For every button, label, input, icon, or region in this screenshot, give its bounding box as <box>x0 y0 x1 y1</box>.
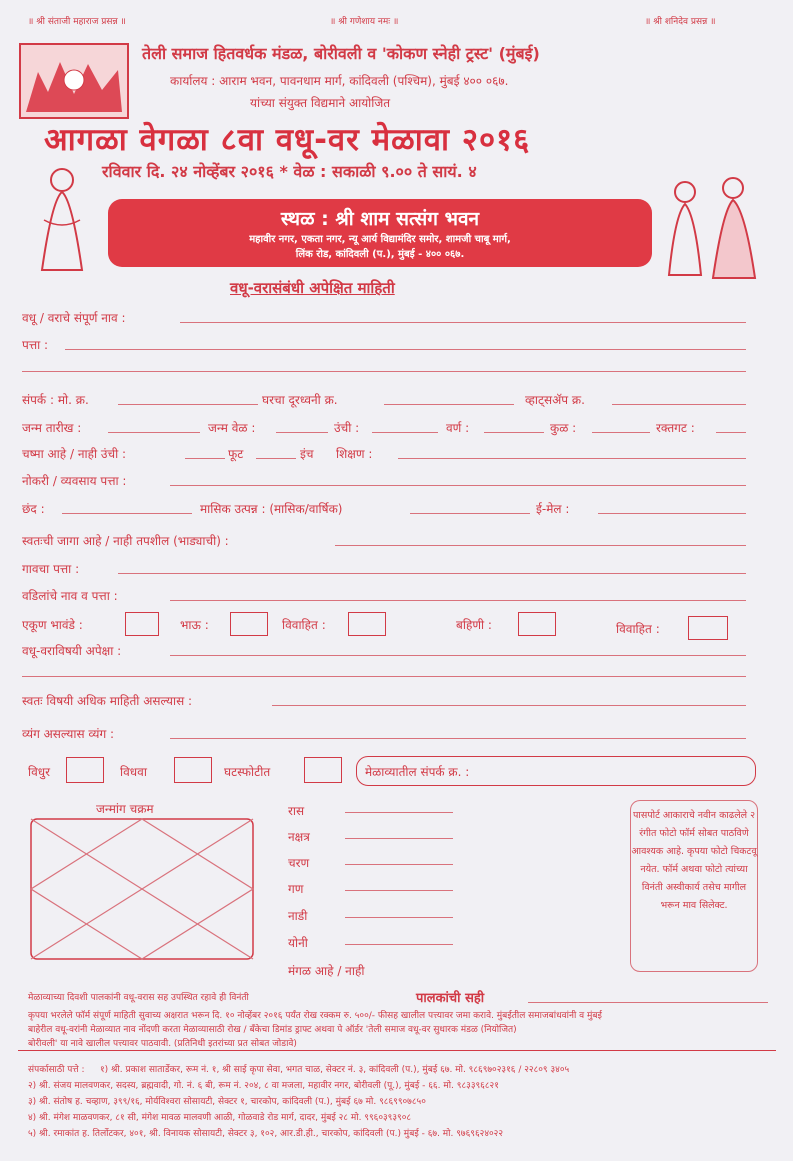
rashi-label: रास <box>288 804 305 818</box>
expectation-field-line2[interactable] <box>22 676 746 677</box>
widower-label: विधुर <box>28 765 51 779</box>
instructions-line1: कृपया भरलेले फॉर्म संपूर्ण माहिती सुवाच्य अक्षरात भरून दि. १० नोव्हेंबर २०१६ पर्यंत रोख रक्कम रु. ५००/- फीसह खालील पत्त्यावर जमा करावे. मुंबईतील समाजबांधवांनी व मुंबई <box>28 1011 602 1021</box>
fair-contact-field[interactable] <box>356 756 756 786</box>
sisters-box[interactable] <box>518 612 556 636</box>
divorced-box[interactable] <box>304 757 342 783</box>
dob-field[interactable] <box>108 432 200 433</box>
email-label: ई-मेल : <box>536 502 570 516</box>
address-field[interactable] <box>65 349 746 350</box>
father-label: वडिलांचे नाव व पत्ता : <box>22 589 118 603</box>
job-label: नोकरी / व्यवसाय पत्ता : <box>22 474 127 488</box>
whatsapp-label: व्हाट्सॲप क्र. <box>525 393 585 407</box>
expectation-field[interactable] <box>170 655 746 656</box>
native-address-field[interactable] <box>118 573 746 574</box>
widow-label: विधवा <box>120 765 147 779</box>
siblings-label: एकूण भावंडे : <box>22 618 83 632</box>
income-field[interactable] <box>410 513 530 514</box>
parent-signature-label: पालकांची सही <box>416 991 485 1006</box>
nakshatra-field[interactable] <box>345 838 453 839</box>
phone-label: घरचा दूरध्वनी क्र. <box>262 393 338 407</box>
mobile-label: संपर्क : मो. क्र. <box>22 393 89 407</box>
mobile-field[interactable] <box>118 404 258 405</box>
venue-address-line1: महावीर नगर, एकता नगर, न्यू आर्य विद्यामंदिर समोर, शामजी चाबू मार्ग, <box>249 234 511 245</box>
whatsapp-field[interactable] <box>612 404 746 405</box>
blood-group-field[interactable] <box>716 432 746 433</box>
name-field[interactable] <box>180 322 746 323</box>
couple-illustration-right <box>655 170 770 280</box>
height-inch-field[interactable] <box>256 458 296 459</box>
event-title: आगळा वेगळा ८वा वधू-वर मेळावा २०१६ <box>44 122 531 158</box>
top-right-invocation: ॥ श्री शनिदेव प्रसन्न ॥ <box>645 17 716 27</box>
blood-group-label: रक्तगट : <box>656 421 695 435</box>
sister-married-label: विवाहित : <box>616 622 660 636</box>
sister-married-box[interactable] <box>688 616 728 640</box>
horoscope-label: जन्मांग चक्रम <box>96 802 154 816</box>
contact-1: १) श्री. प्रकाश सातार्डेकर, रूम नं. १, श्री साई कृपा सेवा, भगत चाळ, सेक्टर नं. ३, कांदिवली (प.), मुंबई ६७. मो. ९८६९७०२३१६ / २२८०९ ३४०५ <box>100 1065 570 1075</box>
yoni-field[interactable] <box>345 944 453 945</box>
contact-2: २) श्री. संजय मालवणकर, सदस्य, ब्रह्मवादी, गो. नं. ६ बी, रूम नं. २०४, ८ वा मजला, महावीर नगर, बोरीवली (पू.), मुंबई - ६६. मो. ९८३३९६८२१ <box>28 1081 499 1091</box>
office-address: कार्यालय : आराम भवन, पावनधाम मार्ग, कांदिवली (पश्चिम), मुंबई ४०० ०६७. <box>170 74 509 88</box>
footer-divider <box>18 1050 776 1051</box>
address-label: पत्ता : <box>22 338 49 352</box>
contacts-title: संपर्कासाठी पत्ते : <box>28 1065 85 1075</box>
photo-note: पासपोर्ट आकाराचे नवीन काढलेले २ रंगीत फोटो फॉर्म सोबत पाठविणे आवश्यक आहे. कृपया फोटो चिकटवू नयेत. फॉर्म अथवा फोटो त्यांच्या विनंती अस्वीकार्य तसेच मागील भरून माव सिलेक्ट. <box>630 800 758 972</box>
contact-5: ५) श्री. रमाकांत ह. तिर्लोटकर, ४०१, श्री. विनायक सोसायटी, सेक्टर ३, १०२, आर.डी.ही., चारकोप, कांदिवली (प.) मुंबई - ६७. मो. ९७६९६२४०२२ <box>28 1129 504 1139</box>
height-field[interactable] <box>372 432 438 433</box>
education-label: शिक्षण : <box>336 447 373 461</box>
venue-banner <box>108 199 652 267</box>
spects-height-label: चष्मा आहे / नाही उंची : <box>22 447 127 461</box>
birth-time-label: जन्म वेळ : <box>208 421 256 435</box>
inch-label: इंच <box>300 447 314 461</box>
address-field-line2[interactable] <box>22 371 746 372</box>
charan-label: चरण <box>288 856 310 870</box>
siblings-box[interactable] <box>125 612 159 636</box>
brother-label: भाऊ : <box>180 618 209 632</box>
income-label: मासिक उत्पन्न : (मासिक/वार्षिक) <box>200 502 343 516</box>
instructions-line2: बाहेरील वधू-वरांनी मेळाव्यात नाव नोंदणी करता मेळाव्यासाठी रोख / बँकेचा डिमांड ड्राफ्ट अथवा पे ऑर्डर 'तेली समाज वधू-वर सुधारक मंडळ (नियोजित) <box>28 1025 517 1035</box>
widow-box[interactable] <box>174 757 212 783</box>
bride-illustration-left <box>22 160 102 275</box>
nadi-field[interactable] <box>345 917 453 918</box>
brother-married-box[interactable] <box>348 612 386 636</box>
dob-label: जन्म तारीख : <box>22 421 82 435</box>
instructions-line3: बोरीवली' या नावे खालील पत्त्यावर पाठवावी. (प्रतिनिधी इतरांच्या प्रत सोबत जोडावे) <box>28 1039 297 1049</box>
disability-field[interactable] <box>170 738 746 739</box>
nakshatra-label: नक्षत्र <box>288 830 310 844</box>
kul-field[interactable] <box>592 432 650 433</box>
event-date: रविवार दि. २४ नोव्हेंबर २०१६ * वेळ : सकाळी ९.०० ते सायं. ४ <box>102 162 477 181</box>
top-left-invocation: ॥ श्री संताजी महाराज प्रसन्न ॥ <box>28 17 126 27</box>
gan-field[interactable] <box>345 890 453 891</box>
height-feet-field[interactable] <box>185 458 225 459</box>
venue-address-line2: लिंक रोड, कांदिवली (प.), मुंबई - ४०० ०६७. <box>295 249 465 260</box>
sisters-label: बहिणी : <box>456 618 492 632</box>
fair-contact-label: मेळाव्यातील संपर्क क्र. : <box>365 765 470 779</box>
org-name: तेली समाज हितवर्धक मंडळ, बोरीवली व 'कोकण स्नेही ट्रस्ट' (मुंबई) <box>142 44 540 63</box>
hobby-label: छंद : <box>22 502 45 516</box>
mangal-label: मंगळ आहे / नाही <box>288 964 365 978</box>
top-center-invocation: ॥ श्री गणेशाय नमः ॥ <box>330 17 399 27</box>
expectation-label: वधू-वराविषयी अपेक्षा : <box>22 644 122 658</box>
feet-label: फूट <box>228 447 244 461</box>
phone-field[interactable] <box>384 404 514 405</box>
email-field[interactable] <box>598 513 746 514</box>
contact-3: ३) श्री. संतोष ह. चव्हाण, ३९९/१६, मोर्यविश्वरा सोसायटी, सेक्टर १, चारकोप, कांदिवली (प.), मुंबई ६७ मो. ९८६९९०७८५० <box>28 1097 426 1107</box>
education-field[interactable] <box>398 458 746 459</box>
contact-4: ४) श्री. मंगेश माळवणकर, ८१ सी, मंगेश मावळ मालवणी आळी, गोळवाडे रोड मार्ग, दादर, मुंबई २८ मो. ९९६०३९३९०८ <box>28 1113 412 1123</box>
hobby-field[interactable] <box>62 513 192 514</box>
own-house-label: स्वतःची जागा आहे / नाही तपशील (भाड्याची) : <box>22 534 229 548</box>
complexion-field[interactable] <box>484 432 544 433</box>
kul-label: कुळ : <box>550 421 577 435</box>
section-title: वधू-वरासंबंधी अपेक्षित माहिती <box>230 279 395 297</box>
complexion-label: वर्ण : <box>446 421 470 435</box>
job-field[interactable] <box>170 485 746 486</box>
horoscope-chart[interactable] <box>30 818 254 960</box>
venue-title: स्थळ : श्री शाम सत्संग भवन <box>280 208 480 230</box>
brother-married-label: विवाहित : <box>282 618 326 632</box>
organized-by: यांच्या संयुक्त विद्यमाने आयोजित <box>250 96 391 110</box>
nadi-label: नाडी <box>288 909 308 923</box>
widower-box[interactable] <box>66 757 104 783</box>
org-logo <box>18 42 130 120</box>
native-address-label: गावचा पत्ता : <box>22 562 80 576</box>
parent-signature-field[interactable] <box>528 1002 768 1003</box>
height-label: उंची : <box>334 421 360 435</box>
own-house-field[interactable] <box>335 545 746 546</box>
rashi-field[interactable] <box>345 812 453 813</box>
divorced-label: घटस्फोटीत <box>224 765 271 779</box>
more-info-label: स्वतः विषयी अधिक माहिती असल्यास : <box>22 694 193 708</box>
birth-time-field[interactable] <box>276 432 328 433</box>
brother-box[interactable] <box>230 612 268 636</box>
more-info-field[interactable] <box>272 705 746 706</box>
name-label: वधू / वराचे संपूर्ण नाव : <box>22 311 126 325</box>
father-field[interactable] <box>170 600 746 601</box>
parents-notice: मेळाव्याच्या दिवशी पालकांनी वधू-वरास सह उपस्थित रहावे ही विनंती <box>28 993 249 1003</box>
gan-label: गण <box>288 882 304 896</box>
yoni-label: योनी <box>288 936 308 950</box>
charan-field[interactable] <box>345 864 453 865</box>
disability-label: व्यंग असल्यास व्यंग : <box>22 727 115 741</box>
